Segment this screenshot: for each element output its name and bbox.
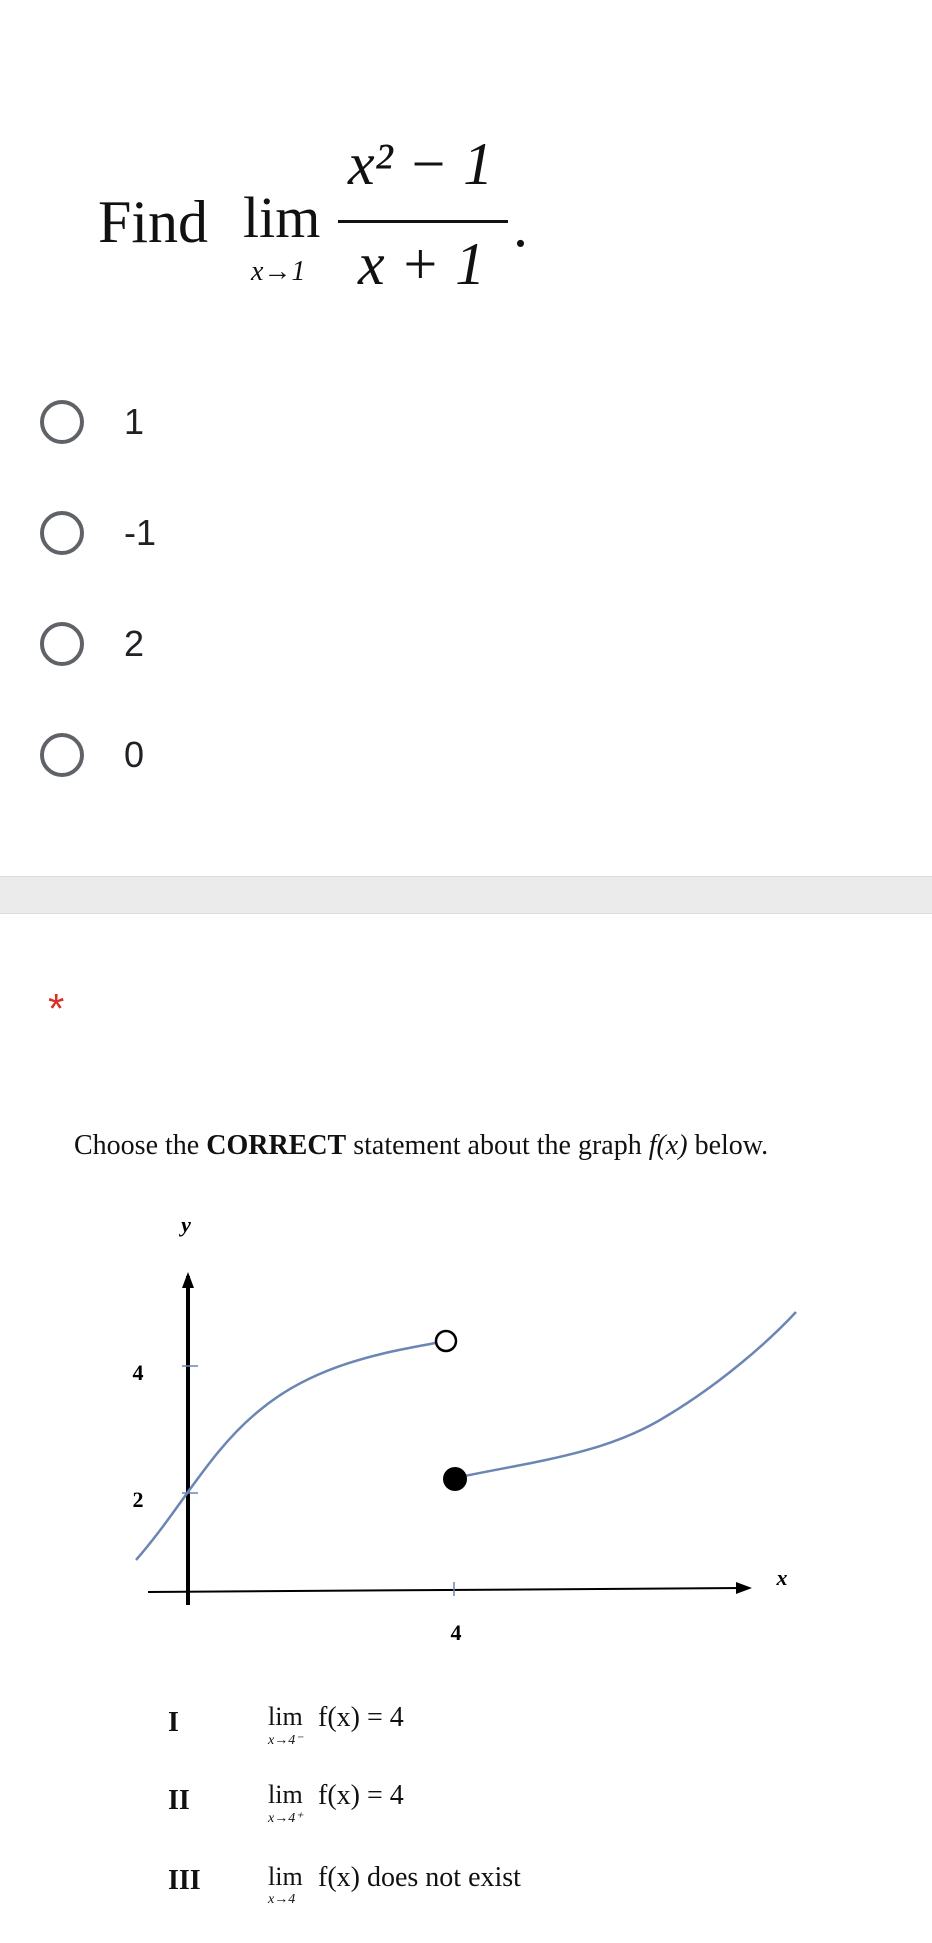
y-tick-label-4: 4 bbox=[132, 1360, 144, 1385]
y-tick-label-2: 2 bbox=[132, 1487, 144, 1512]
statement-II-label: II bbox=[168, 1785, 190, 1816]
x-axis-label: x bbox=[776, 1565, 788, 1590]
period: . bbox=[513, 193, 528, 259]
limit-expression: f(x) = 4 bbox=[318, 1780, 404, 1811]
radio-button[interactable] bbox=[40, 622, 84, 666]
lim-word: lim bbox=[268, 1862, 303, 1891]
lim-subscript: x→4⁺ bbox=[268, 1811, 303, 1826]
required-asterisk: * bbox=[48, 985, 65, 1032]
section-divider bbox=[0, 876, 932, 914]
stmt-prefix: Choose the bbox=[74, 1130, 207, 1161]
limit-expression: f(x) does not exist bbox=[318, 1862, 521, 1893]
closed-circle-point bbox=[443, 1467, 467, 1491]
stmt-func: f(x) bbox=[648, 1130, 688, 1161]
radio-button[interactable] bbox=[40, 511, 84, 555]
right-branch-curve bbox=[455, 1312, 796, 1478]
statement-I-label: I bbox=[168, 1707, 179, 1738]
find-word: Find bbox=[98, 189, 209, 255]
lim-subscript: x→4 bbox=[268, 1892, 296, 1907]
stmt-mid: statement about the graph bbox=[346, 1130, 649, 1161]
question-1-card bbox=[0, 0, 932, 875]
radio-button[interactable] bbox=[40, 733, 84, 777]
stmt-bold: CORRECT bbox=[206, 1130, 347, 1161]
left-branch-curve bbox=[136, 1341, 446, 1560]
lim-word: lim bbox=[243, 185, 321, 250]
open-circle-point bbox=[436, 1331, 456, 1351]
question-2-statement bbox=[74, 1130, 768, 1162]
lim-word: lim bbox=[268, 1780, 303, 1809]
function-graph bbox=[0, 1200, 932, 1670]
stmt-suffix: below. bbox=[687, 1130, 769, 1161]
option-2[interactable] bbox=[40, 503, 156, 563]
option-1[interactable] bbox=[40, 392, 144, 452]
option-label: 2 bbox=[124, 623, 145, 664]
option-3[interactable] bbox=[40, 614, 144, 674]
fraction-numerator: x² − 1 bbox=[348, 131, 494, 197]
option-label: 0 bbox=[124, 734, 145, 775]
option-label: 1 bbox=[124, 401, 145, 442]
option-4[interactable] bbox=[40, 725, 144, 785]
lim-subscript: x→4⁻ bbox=[268, 1733, 303, 1748]
x-axis bbox=[148, 1588, 742, 1592]
lim-subscript: x→1 bbox=[251, 256, 306, 287]
option-label: -1 bbox=[124, 512, 157, 553]
x-tick-label-4: 4 bbox=[450, 1620, 462, 1645]
x-axis-arrow bbox=[736, 1582, 752, 1594]
y-axis-arrow bbox=[182, 1272, 194, 1288]
fraction-denominator: x + 1 bbox=[358, 231, 486, 297]
statement-III-label: III bbox=[168, 1865, 201, 1896]
limit-expression: f(x) = 4 bbox=[318, 1702, 404, 1733]
y-axis-label: y bbox=[181, 1212, 191, 1237]
radio-button[interactable] bbox=[40, 400, 84, 444]
fraction-bar bbox=[338, 220, 508, 223]
lim-word: lim bbox=[268, 1702, 303, 1731]
